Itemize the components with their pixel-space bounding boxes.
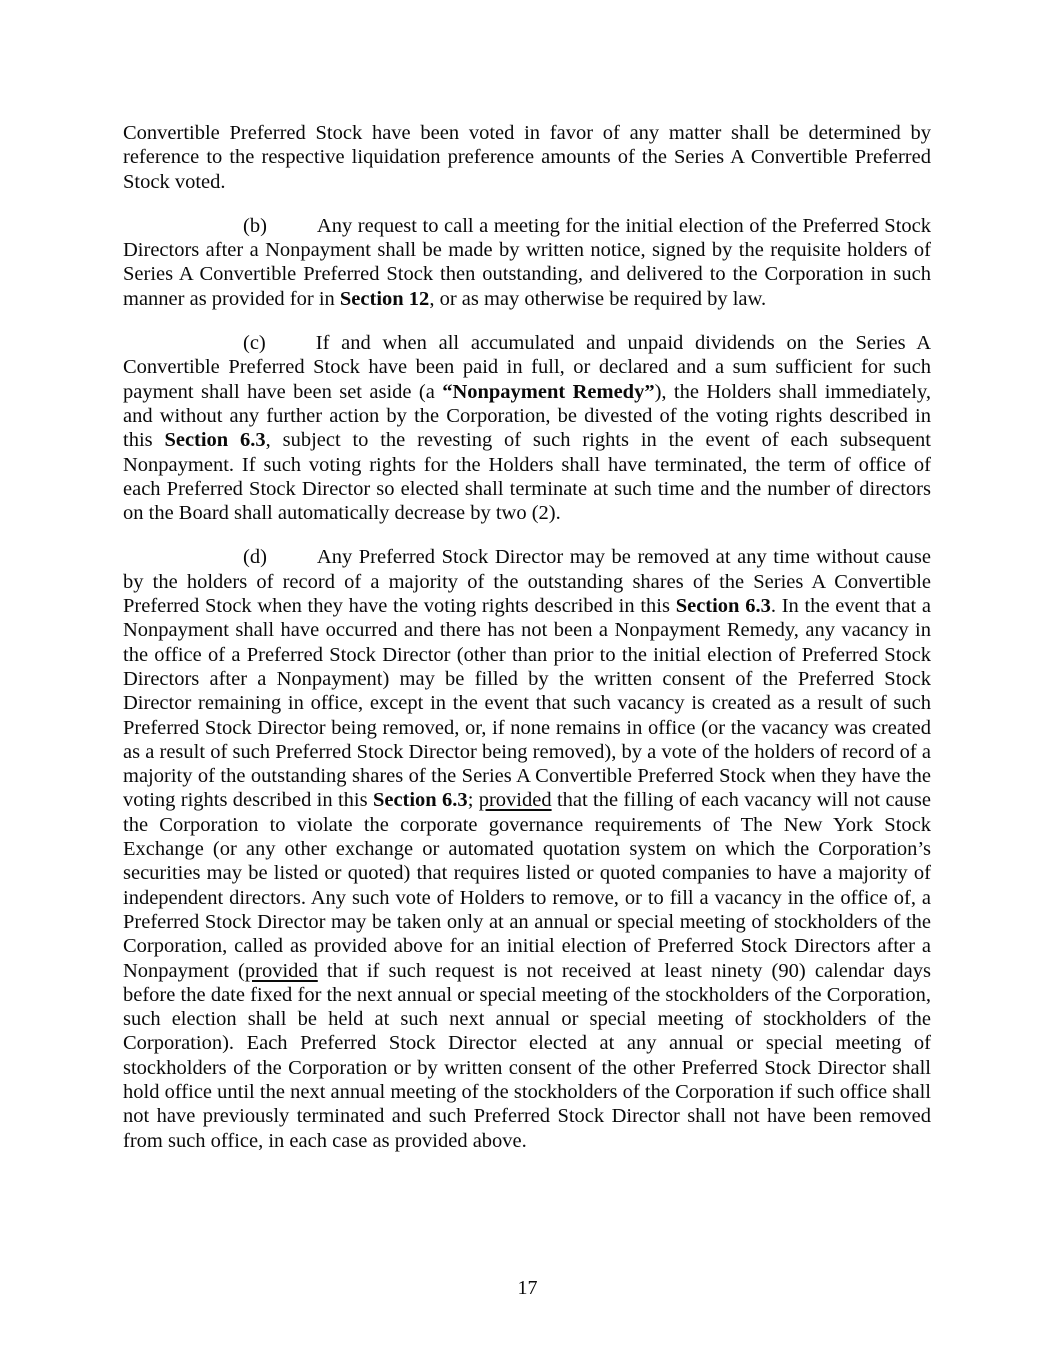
text-run: Convertible Preferred Stock have been voted in favor of any matter shall be determined by reference to the respective liquidation preference amounts of the Series A Convertible Preferred Stock voted. [123, 122, 931, 193]
text-run: Any request to call a meeting for the initial election of the Preferred Stock Directors after a Nonpayment shall be made by written notice, signed by the requisite holders of Series A Convertible Preferred Stock then outstanding, and delivered to the Corporation in such manner as provided for in [123, 214, 931, 310]
section-reference-bold: Section 6.3 [675, 595, 771, 618]
paragraph-b [123, 214, 931, 311]
page-number: 17 [517, 1277, 538, 1299]
text-run: that if such request is not received at least ninety (90) calendar days before the date fixed for the next annual or special meeting of the stockholders of the Corporation, such election shall be held at such next annual or special meeting of stockholders of the Corporation). Each Preferred Stock Director elected at any annual or special meeting of stockholders of the Corporation or by written consent of the other Preferred Stock Director shall hold office until the next annual meeting of the stockholders of the Corporation if such office shall not have previously terminated and such Preferred Stock Director shall not have been removed from such office, in each case as provided above. [123, 959, 931, 1152]
paragraph-continuation [123, 121, 931, 194]
paragraph-d [123, 545, 931, 1152]
section-reference-bold: Section 12 [339, 287, 430, 310]
text-run: , or as may otherwise be required by law. [429, 287, 767, 310]
paragraph-label: (c) [243, 332, 266, 355]
document-body [123, 121, 931, 1173]
provided-underlined-term: provided [244, 959, 318, 982]
paragraph-label: (d) [243, 546, 267, 569]
section-reference-bold: Section 6.3 [164, 429, 266, 452]
text-run: Any Preferred Stock Director may be removed at any time without cause by the holders of record of a majority of the outstanding shares of the Series A Convertible Preferred Stock when they have the voting rights described in this [123, 546, 931, 618]
paragraph-label: (b) [243, 214, 267, 237]
defined-term-bold: “Nonpayment Remedy” [442, 380, 655, 403]
text-run: that the filling of each vacancy will not cause the Corporation to violate the corporate governance requirements of The New York Stock Exchange (or any other exchange or automated quotation system on which the Corporation’s securities may be listed or quoted) that requires listed or quoted companies to have a majority of independent directors. Any such vote of Holders to remove, or to fill a vacancy in the office of, a Preferred Stock Director may be taken only at an annual or special meeting of stockholders of the Corporation, called as provided above for an initial election of Preferred Stock Directors after a Nonpayment ( [123, 789, 931, 982]
text-run: ; [467, 789, 479, 812]
text-run: ), the Holders shall immediately, and without any further action by the Corporation, be divested of the voting rights described in this [123, 380, 931, 452]
text-run: If and when all accumulated and unpaid dividends on the Series A Convertible Preferred Stock have been paid in full, or declared and a sum sufficient for such payment shall have been set aside (a [123, 332, 931, 403]
text-run: , subject to the revesting of such rights in the event of each subsequent Nonpayment. If such voting rights for the Holders shall have terminated, the term of office of each Preferred Stock Director so elected shall terminate at such time and the number of directors on the Board shall automatically decrease by two (2). [123, 429, 931, 525]
paragraph-c [123, 331, 931, 525]
section-reference-bold: Section 6.3 [372, 789, 468, 812]
provided-underlined-term: provided [478, 789, 552, 812]
text-run: . In the event that a Nonpayment shall have occurred and there has not been a Nonpayment Remedy, any vacancy in the office of a Preferred Stock Director (other than prior to the initial election of Preferred Stock Directors after a Nonpayment) may be filled by the written consent of the Preferred Stock Director remaining in office, except in the event that such vacancy is created as a result of such Preferred Stock Director being removed, or, if none remains in office (or the vacancy was created as a result of such Preferred Stock Director being removed), by a vote of the holders of record of a majority of the outstanding shares of the Series A Convertible Preferred Stock when they have the voting rights described in this [123, 595, 931, 812]
